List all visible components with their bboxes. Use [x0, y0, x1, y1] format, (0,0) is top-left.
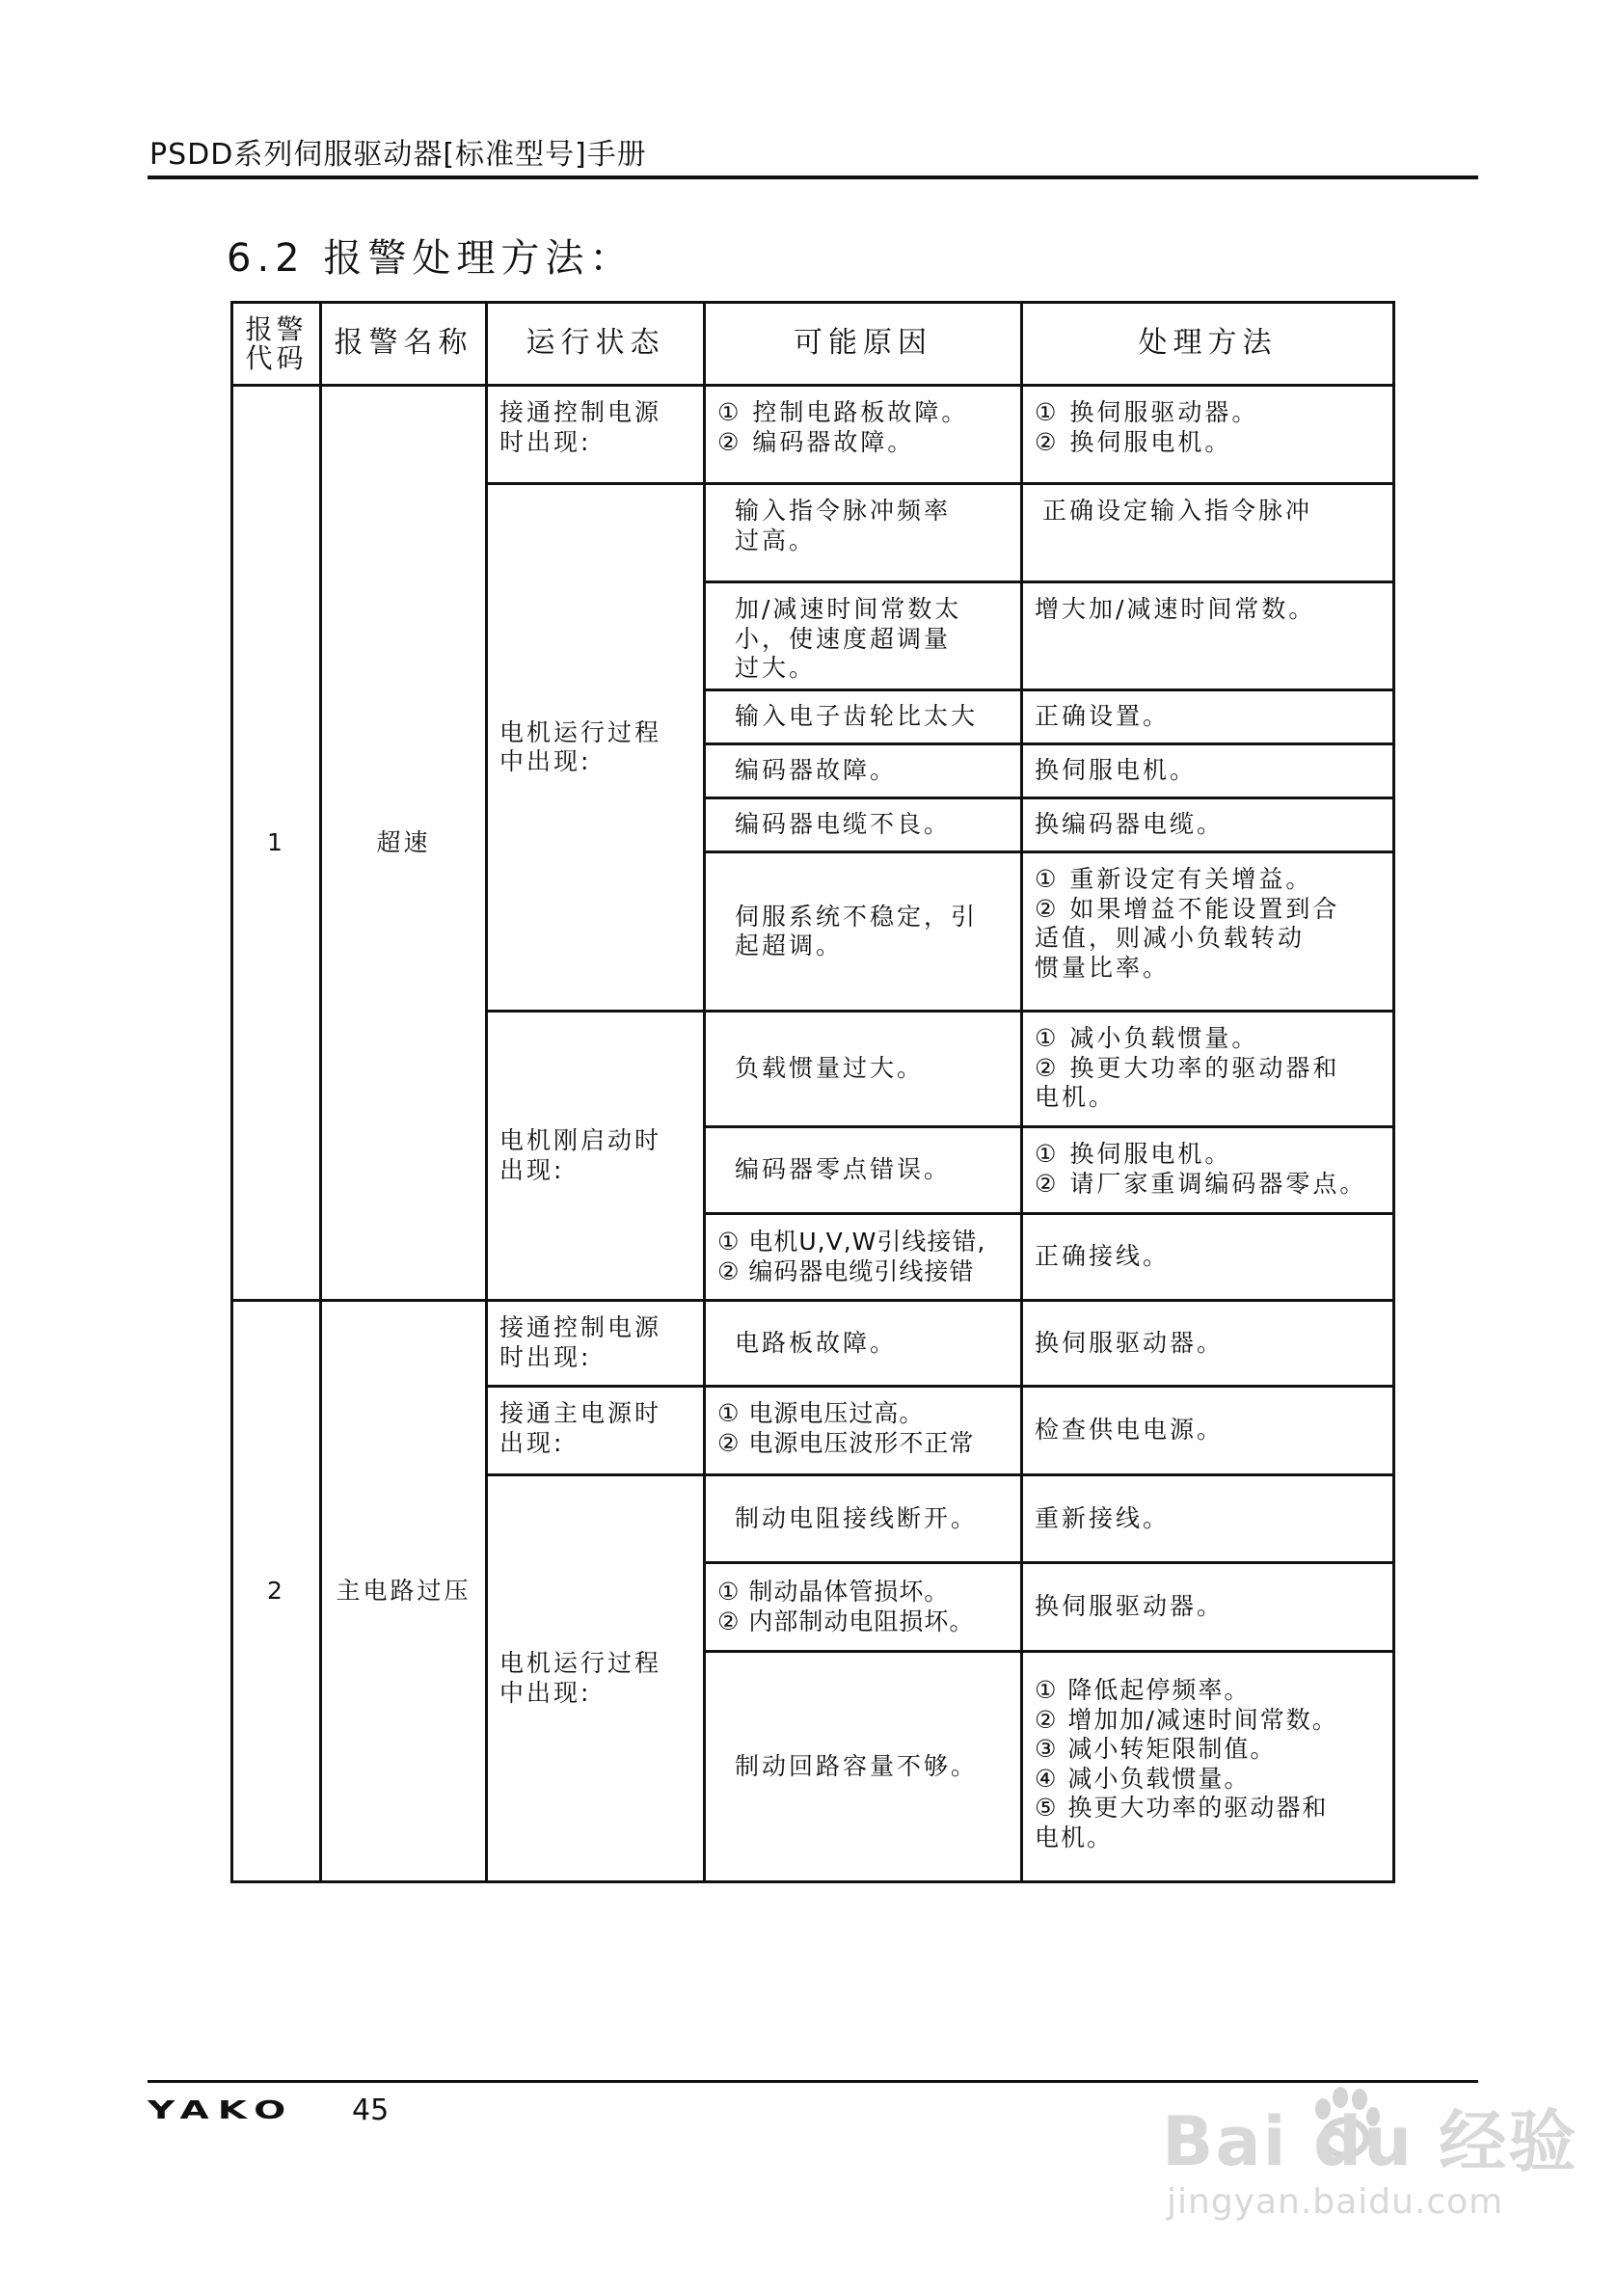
- alarm-code: 2: [230, 1299, 322, 1883]
- run-state: 接通控制电源 时出现:: [485, 384, 706, 485]
- possible-cause: 编码器零点错误。: [703, 1125, 1023, 1215]
- possible-cause: 制动回路容量不够。: [703, 1650, 1023, 1883]
- handling-method: 换伺服驱动器。: [1020, 1561, 1395, 1653]
- handling-method: 换伺服驱动器。: [1020, 1299, 1395, 1388]
- run-state: 接通控制电源 时出现:: [485, 1299, 706, 1388]
- possible-cause: 编码器故障。: [703, 743, 1023, 799]
- run-state: 电机运行过程 中出现:: [485, 482, 706, 1013]
- col-header-cause: 可能原因: [703, 301, 1023, 387]
- handling-method: 正确设置。: [1020, 689, 1395, 745]
- possible-cause: ① 制动晶体管损坏。 ② 内部制动电阻损坏。: [703, 1561, 1023, 1653]
- handling-method: 正确设定输入指令脉冲: [1020, 482, 1395, 583]
- possible-cause: 负载惯量过大。: [703, 1010, 1023, 1128]
- run-state: 电机运行过程 中出现:: [485, 1473, 706, 1883]
- possible-cause: 输入电子齿轮比太大: [703, 689, 1023, 745]
- possible-cause: ① 电源电压过高。 ② 电源电压波形不正常: [703, 1385, 1023, 1476]
- handling-method: ① 降低起停频率。 ② 增加加/减速时间常数。 ③ 减小转矩限制值。 ④ 减小负载惯量。 ⑤ 换更大功率的驱动器和 电机。: [1020, 1650, 1395, 1883]
- alarm-code: 1: [230, 384, 322, 1302]
- possible-cause: 编码器电缆不良。: [703, 797, 1023, 853]
- watermark: [1147, 2068, 1578, 2242]
- watermark-logo: Bai du 经验: [1162, 2102, 1578, 2181]
- handling-method: 正确接线。: [1020, 1212, 1395, 1302]
- page-number: 45: [352, 2093, 390, 2127]
- possible-cause: 电路板故障。: [703, 1299, 1023, 1388]
- brand-logo: YAKO: [148, 2096, 295, 2125]
- alarm-name: 主电路过压: [319, 1299, 488, 1883]
- handling-method: ① 重新设定有关增益。 ② 如果增益不能设置到合 适值，则减小负载转动 惯量比率。: [1020, 851, 1395, 1013]
- possible-cause: ① 控制电路板故障。 ② 编码器故障。: [703, 384, 1023, 485]
- header-title: PSDD系列伺服驱动器[标准型号]手册: [149, 138, 647, 172]
- col-header-name: 报警名称: [319, 301, 488, 387]
- handling-method: 重新接线。: [1020, 1473, 1395, 1564]
- col-header-state: 运行状态: [485, 301, 706, 387]
- header-rule: [148, 176, 1478, 179]
- possible-cause: 输入指令脉冲频率 过高。: [703, 482, 1023, 583]
- alarm-name: 超速: [319, 384, 488, 1302]
- handling-method: 检查供电电源。: [1020, 1385, 1395, 1476]
- handling-method: 增大加/减速时间常数。: [1020, 581, 1395, 691]
- possible-cause: 制动电阻接线断开。: [703, 1473, 1023, 1564]
- handling-method: ① 换伺服驱动器。 ② 换伺服电机。: [1020, 384, 1395, 485]
- section-title: 6.2 报警处理方法：: [227, 236, 634, 281]
- possible-cause: 伺服系统不稳定，引 起超调。: [703, 851, 1023, 1013]
- handling-method: ① 换伺服电机。 ② 请厂家重调编码器零点。: [1020, 1125, 1395, 1215]
- watermark-url: jingyan.baidu.com: [1167, 2182, 1504, 2222]
- run-state: 电机刚启动时 出现:: [485, 1010, 706, 1302]
- handling-method: ① 减小负载惯量。 ② 换更大功率的驱动器和 电机。: [1020, 1010, 1395, 1128]
- run-state: 接通主电源时 出现:: [485, 1385, 706, 1476]
- col-header-code: 报警 代码: [230, 301, 322, 387]
- handling-method: 换伺服电机。: [1020, 743, 1395, 799]
- col-header-action: 处理方法: [1020, 301, 1395, 387]
- possible-cause: 加/减速时间常数太 小，使速度超调量 过大。: [703, 581, 1023, 691]
- handling-method: 换编码器电缆。: [1020, 797, 1395, 853]
- possible-cause: ① 电机U,V,W引线接错, ② 编码器电缆引线接错: [703, 1212, 1023, 1302]
